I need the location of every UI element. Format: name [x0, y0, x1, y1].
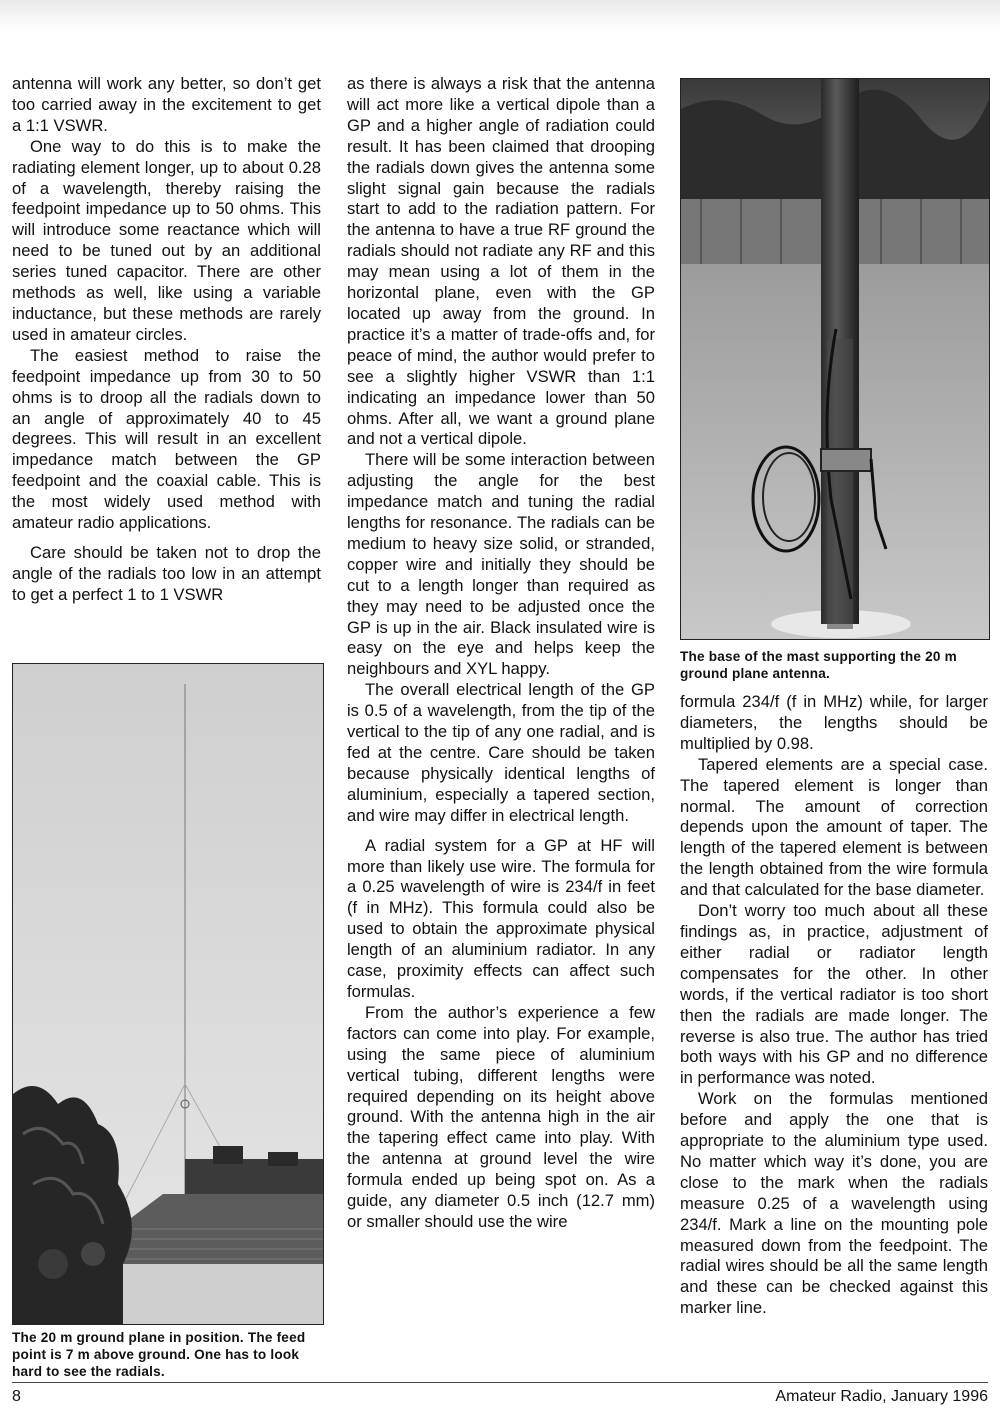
ground-plane-photo [12, 663, 324, 1325]
antenna-photo-caption: The 20 m ground plane in position. The feed point is 7 m above ground. One has to look hard to see the radials. [12, 1330, 306, 1379]
publication-name: Amateur Radio, January 1996 [775, 1388, 988, 1405]
paragraph: The easiest method to raise the feedpoint impedance up from 30 to 50 ohms is to droop all the radials down to an angle of approximately 40 to 45 degrees. This will result in an excellent impedance match between the GP feedpoint and the coaxial cable. This is the most widely used method with amateur radio applications. [12, 345, 321, 533]
paragraph: antenna will work any better, so don’t get too carried away in the excitement to get a 1:1 VSWR. [12, 74, 321, 135]
article-column-2 [347, 74, 655, 1233]
paragraph: A radial system for a GP at HF will more than likely use wire. The formula for a 0.25 wavelength of wire is 234/f in feet (f in MHz). This formula could also be used to obtain the approximate physical length of an aluminium radiator. In any case, proximity effects can affect such formulas. [347, 835, 655, 1001]
article-column-3 [680, 692, 988, 1319]
paragraph: as there is always a risk that the antenna will act more like a vertical dipole than a GP and a higher angle of radiation could result. It has been claimed that drooping the radials down gives the antenna some slight signal gain because the radials start to add to the radiation pattern. For the antenna to have a true RF ground the radials should not radiate any RF and this may mean using a lot of them in the horizontal plane, even with the GP located up away from the ground. In practice it’s a matter of trade-offs and, for peace of mind, the author would prefer to see a slightly higher VSWR than 1:1 indicating an impedance lower than 50 ohms. After all, we want a ground plane and not a vertical dipole. [347, 74, 655, 449]
paragraph: There will be some interaction between adjusting the angle for the best impedance match and tuning the radial lengths for resonance. The radials can be medium to heavy size solid, or stranded, copper wire and initially they should be cut to a length longer than required as they may need to be adjusted once the GP is up in the air. Black insulated wire is easy on the eye and helps keep the neighbours and XYL happy. [347, 450, 655, 679]
mast-base-photo [680, 78, 990, 640]
paragraph: Care should be taken not to drop the angle of the radials too low in an attempt to get a perfect 1 to 1 VSWR [12, 542, 321, 604]
paragraph: Don’t worry too much about all these findings as, in practice, adjustment of either radial or radiator length compensates for the other. In other words, if the vertical radiator is too short then the radials are made longer. The reverse is also true. The author has tried both ways with his GP and no difference in performance was noted. [680, 901, 988, 1088]
paragraph: The overall electrical length of the GP is 0.5 of a wavelength, from the tip of the vertical to the tip of any one radial, and is fed at the centre. Care should be taken because physically identical lengths of aluminium, especially a tapered section, and wire may differ in electrical length. [347, 680, 655, 825]
paragraph: Tapered elements are a special case. The tapered element is longer than normal. The amount of correction depends upon the amount of taper. The length of the tapered element is between the length obtained from the wire formula and that calculated for the base diameter. [680, 754, 988, 900]
article-column-1 [12, 74, 321, 606]
paragraph: Work on the formulas mentioned before and apply the one that is appropriate to the aluminium type used. No matter which way it’s done, you are close to the mark when the radials measure 0.25 of a wavelength using 234/f. Mark a line on the mounting pole measured down from the feedpoint. The radial wires should be all the same length and these can be checked against this marker line. [680, 1089, 988, 1318]
mast-base-illustration [681, 79, 989, 639]
mast-photo-caption: The base of the mast supporting the 20 m ground plane antenna. [680, 649, 957, 681]
scan-top-edge [0, 0, 1000, 30]
footer-divider [12, 1382, 988, 1383]
ground-plane-illustration [13, 664, 323, 1324]
paragraph: One way to do this is to make the radiating element longer, up to about 0.28 of a wavelength, thereby raising the feedpoint impedance up to 50 ohms. This will introduce some reactance which will need to be tuned out by an additional series tuned capacitor. There are other methods as well, like using a variable inductance, but these methods are rarely used in amateur circles. [12, 136, 321, 344]
page-number: 8 [12, 1388, 21, 1405]
paragraph: formula 234/f (f in MHz) while, for larger diameters, the lengths should be multiplied by 0.98. [680, 692, 988, 753]
paragraph: From the author’s experience a few factors can come into play. For example, using the same piece of aluminium vertical tubing, different lengths were required depending on its height above ground. With the antenna high in the air the tapering effect came into play. With the antenna at ground level the wire formula ended up being spot on. As a guide, any diameter 0.5 inch (12.7 mm) or smaller should use the wire [347, 1002, 655, 1231]
